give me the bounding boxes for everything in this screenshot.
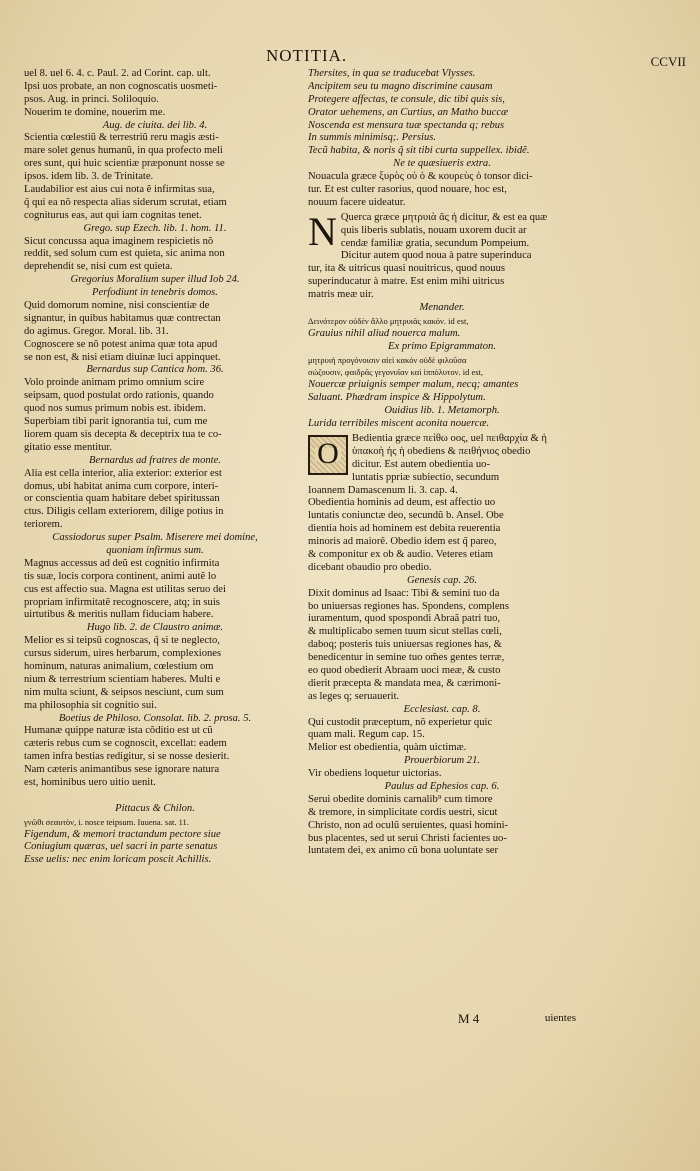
dropcap-n: N — [308, 208, 337, 254]
text-line: Nouercæ priuignis semper malum, necq; amantes — [308, 379, 519, 391]
text-line: Cognoscere se nõ potest anima quæ tota apud — [24, 338, 218, 350]
left-column — [24, 68, 286, 867]
text-line: ctus. Diligis cellam exteriorem, dilige potius in — [24, 506, 224, 518]
text-line: quis liberis sublatis, nouam uxorem ducit ar — [340, 224, 527, 236]
text-line: Menander. — [419, 302, 465, 314]
obedientia-text — [308, 433, 576, 497]
text-line: est, hominibus uero uitio uenit. — [24, 776, 156, 788]
running-title: NOTITIA. — [266, 46, 348, 65]
text-line: & multiplicabo semen tuum sicut stellas cœli, — [308, 626, 502, 638]
text-line: superinducatur à matre. Est enim mihi uitricus — [308, 276, 505, 288]
text-line: Saluant. Phædram inspice & Hippolytum. — [308, 392, 486, 404]
text-line: se non est, & nisi etiam diuinæ luci appinquet. — [24, 351, 221, 363]
text-line: reddit, sed solum cum est quieta, sic anima non — [24, 248, 225, 260]
right-column-middle — [308, 302, 576, 431]
text-line: teriorem. — [24, 519, 63, 531]
text-line: Melior es si teipsũ cognoscas, q̃ si te neglecto, — [24, 635, 220, 647]
page-footer — [308, 1011, 576, 1025]
text-line: tur. Et est culter rasorius, quod nouare, hoc est, — [308, 184, 507, 196]
text-line: Orator uehemens, an Curtius, an Matho buccæ — [308, 106, 509, 118]
text-line: iuramentum, quod spospondi Abraã patri tuo, — [308, 613, 501, 625]
text-line: In summis minimisq;. Persius. — [308, 132, 437, 144]
text-line: σώζουσιν, φαιδρᾶς γεγονυῖαν καὶ ἱππόλυτον. id est, — [308, 367, 484, 378]
obedientia-entry — [308, 433, 576, 497]
text-line: Thersites, in qua se traducebat Vlysses. — [308, 68, 476, 79]
folio-number: CCVII — [650, 54, 686, 69]
text-line: Perfodiunt in tenebris domos. — [92, 287, 218, 299]
text-line: Ex primo Epigrammaton. — [388, 340, 496, 352]
text-line: ma philosophia sit cognitio sui. — [24, 699, 157, 711]
text-line: Bernardus sup Cantica hom. 36. — [86, 364, 224, 376]
text-line: ipsos. idem lib. 3. de Trinitate. — [24, 171, 154, 183]
text-line: Lurida terribiles miscent aconita nouercæ. — [308, 418, 490, 430]
text-line: cursus siderum, uires herbarum, complexiones — [24, 648, 222, 660]
text-line: Nouerim te domine, nouerim me. — [24, 106, 166, 118]
text-line: quam mali. Regum cap. 15. — [308, 729, 425, 741]
text-line: nouum facere uideatur. — [308, 196, 406, 208]
text-line: mare solet genus humanũ, in qua profecto meli — [24, 145, 223, 157]
text-line: Volo proinde animam primo omnium scire — [24, 377, 205, 389]
text-line: bus placentes, sed ut serui Christi facientes uo- — [308, 832, 507, 844]
text-line: liorem quam sis decepta & deceptrix tua te co- — [24, 428, 222, 440]
text-line: Nouacula græce ξυρὸς οὐ ὁ & κουρεὺς ὁ tonsor dici- — [308, 171, 533, 183]
text-line: Sicut concussa aqua imaginem respicietis nõ — [24, 235, 214, 247]
text-line: Esse uelis: nec enim loricam poscit Achillis. — [24, 854, 212, 866]
text-line: cogniturus eas, aut qui iam cognitas tenet. — [24, 209, 202, 221]
text-line: Prouerbiorum 21. — [403, 755, 481, 767]
noverca-entry — [308, 208, 576, 302]
text-line: Vir obediens loquetur uictorias. — [308, 768, 442, 780]
text-line: Superbiam tibi parit ignorantia tui, cum me — [24, 416, 208, 428]
text-line: Protegere affectas, te consule, dic tibi quis sis, — [308, 93, 505, 105]
text-line: matris meæ uir. — [308, 289, 374, 301]
text-line: Paulus ad Ephesios cap. 6. — [384, 780, 500, 792]
text-line: Magnus accessus ad deũ est cognitio infirmita — [24, 557, 220, 569]
text-line: Ancipitem seu tu magno discrimine causam — [308, 80, 493, 92]
noverca-text — [308, 208, 576, 302]
text-line: tamen infra bestias redigitur, si se nosse desierit. — [24, 751, 230, 763]
text-line: eo quod obedierit Abraam uoci meæ, & custo — [308, 664, 501, 676]
text-line: Tecũ habita, & noris q̃ sit tibi curta suppellex. ibidẽ. — [308, 145, 530, 157]
text-line: quod nos sumus primum nobis est. ibidem. — [24, 403, 206, 415]
text-line: seipsam, quod postulat ordo rationis, quando — [24, 390, 214, 402]
text-line: propriam infirmitatẽ recognoscere, atq; in suis — [24, 596, 220, 608]
text-line: Hugo lib. 2. de Claustro animæ. — [86, 622, 224, 634]
text-line: Grego. sup Ezech. lib. 1. hom. 11. — [83, 222, 227, 234]
text-line: luntatis coniunctæ deo, secundũ b. Ansel. Obe — [308, 510, 504, 522]
text-line: signantur, in quibus habitamus quæ contrectan — [24, 312, 221, 324]
text-line: or conscientia quam habitare debet spiritussan — [24, 493, 220, 505]
text-line: Christo, non ad oculũ seruientes, quasi homini- — [308, 819, 509, 831]
text-line: tur, ita & uitricus quasi nouitricus, quod nouus — [308, 263, 506, 275]
text-line: μητρυιὴ προγόνοισιν αἰεὶ κακόν οὐδὲ φιλοῦσα — [308, 354, 467, 365]
text-line: Pittacus & Chilon. — [115, 802, 195, 814]
text-line: Aug. de ciuita. dei lib. 4. — [102, 119, 208, 131]
text-line: Dixit dominus ad Isaac: Tibi & semini tuo da — [308, 587, 500, 599]
text-line: & tremore, in simplicitate cordis uestri, sicut — [308, 806, 498, 818]
text-line: quoniam infirmus sum. — [106, 544, 204, 556]
text-line: Humanæ quippe naturæ ista cõditio est ut cũ — [24, 725, 213, 737]
text-line: q̃ qui ea nõ respecta alias siderum scrutat, etiam — [24, 196, 227, 208]
text-line: tis suæ, locis corpora continent, animi autẽ lo — [24, 570, 217, 582]
text-line: ὑπακοὴ ἡς ἡ obediens & πειθήνιος obedio — [352, 445, 531, 457]
text-line: Bedientia græce πείθω οος, uel πειθαρχία & ἡ — [352, 432, 547, 444]
text-line: dierit præcepta & mandata mea, & cærimoni- — [308, 677, 501, 689]
text-line: luntatem dei, ex animo cũ bona uoluntate ser — [308, 845, 499, 857]
text-line: Laudabilior est aius cui nota ẽ infirmitas sua, — [24, 184, 215, 196]
text-line: Nam cæteris animantibus sese ignorare natura — [24, 764, 220, 776]
text-line: Quid domorum nomine, nisi conscientiæ de — [24, 300, 210, 312]
text-line: & componitur ex ob & audio. Veteres etiam — [308, 548, 494, 560]
text-line: hominum, naturas animalium, cœlestium om — [24, 660, 214, 672]
text-line: bo uniuersas regiones has. Spondens, complens — [308, 600, 509, 612]
text-line: dicebant obaudio pro obedio. — [308, 561, 432, 573]
text-line: gitatio esse mentitur. — [24, 441, 112, 453]
text-line: as leges q; seruauerit. — [308, 690, 400, 702]
right-column-bottom — [308, 497, 576, 858]
text-line: Ouidius lib. 1. Metamorph. — [384, 405, 500, 417]
text-line: Obedientia hominis ad deum, est affectio uo — [308, 497, 496, 509]
text-line: Scientia cœlestiũ & terrestriũ reru magis æsti- — [24, 132, 219, 144]
text-line — [24, 790, 286, 803]
dropcap-o-letter: O — [317, 437, 339, 471]
text-line: domus, ubi habitat anima cum corpore, interi- — [24, 480, 219, 492]
text-line: luntatis ppriæ subiectio, secundum — [352, 471, 500, 483]
text-line: Boetius de Philoso. Consolat. lib. 2. prosa. 5. — [58, 712, 252, 724]
text-line: dicitur. Est autem obedientia uo- — [352, 458, 490, 470]
right-column-top — [308, 68, 576, 210]
text-line: ores sunt, qui huic scientiæ præponunt nosse se — [24, 158, 225, 170]
text-line: dientia hois ad hominem est debita reuerentia — [308, 523, 501, 535]
text-line: Querca græce μητρυιὰ ᾶς ἡ dicitur, & est ea quæ — [340, 211, 548, 223]
text-line: Noscenda est mensura tuæ spectanda q; rebus — [308, 119, 505, 131]
text-line: cendæ familiæ gratia, secundum Pompeium. — [340, 237, 530, 249]
text-line: Ipsi uos probate, an non cognoscatis uosmeti- — [24, 80, 218, 92]
dropcap-o — [308, 435, 348, 475]
text-line: nim multa sciunt, & seipsos nesciunt, cum sum — [24, 686, 224, 698]
text-line: Coniugium quæras, uel sacri in parte senatus — [24, 841, 218, 853]
text-line: Ecclesiast. cap. 8. — [403, 703, 481, 715]
text-line: Dicitur autem quod noua à patre superinduca — [340, 250, 532, 262]
text-line: nium & terrestrium scientiam haberes. Multi e — [24, 673, 221, 685]
text-line: uirtutibus & meritis nullam fiduciam habere. — [24, 609, 214, 621]
text-line: Figendum, & memori tractandum pectore siue — [24, 828, 221, 840]
text-line: daboq; posteris tuis uniuersas regiones has, & — [308, 639, 502, 651]
text-line: Serui obedite dominis carnalib⁹ cum timore — [308, 793, 493, 805]
text-line: Melior est obedientia, quàm uictimæ. — [308, 742, 467, 754]
text-line: uel 8. uel 6. 4. c. Paul. 2. ad Corint. cap. ult. — [24, 68, 211, 79]
text-line: Ne te quæsiueris extra. — [393, 158, 491, 170]
text-line: Gregorius Moralium super illud Iob 24. — [70, 274, 240, 286]
signature-mark: M 4 — [458, 1011, 480, 1026]
right-column — [308, 68, 576, 858]
text-line: Qui custodit præceptum, nõ experietur quic — [308, 716, 493, 728]
text-line: deprehendit se, nisi cum est quieta. — [24, 261, 173, 273]
text-line: cus est affectio sua. Magna est utilitas seruo dei — [24, 583, 226, 595]
text-line: Bernardus ad fratres de monte. — [89, 454, 221, 466]
catchword: uientes — [544, 1012, 576, 1024]
text-line: psos. Aug. in princi. Soliloquio. — [24, 93, 159, 105]
text-line: γνῶθι σεαυτὸν, i. nosce teipsum. Iuuena. sat. 11. — [24, 816, 189, 827]
text-line: Genesis cap. 26. — [406, 574, 478, 586]
text-line: Δεινότερον οὐδὲν ἄλλο μητρυιᾶς κακόν. id est, — [308, 315, 469, 326]
text-line: Ioannem Damascenum li. 3. cap. 4. — [308, 484, 458, 496]
text-line: Alia est cella interior, alia exterior: exterior est — [24, 467, 222, 479]
text-line: minoris ad maiorẽ. Obedio idem est q̃ pareo, — [308, 536, 497, 548]
text-line: do agimus. Gregor. Moral. lib. 31. — [24, 325, 169, 337]
text-line: cæteris rebus cum se cognoscit, excellat: eadem — [24, 738, 227, 750]
text-line: Cassiodorus super Psalm. Miserere mei domine, — [52, 532, 258, 544]
text-line: benedicentur in semine tuo om̃es gentes terræ, — [308, 652, 505, 664]
text-line: Grauius nihil aliud nouerca malum. — [308, 327, 461, 339]
